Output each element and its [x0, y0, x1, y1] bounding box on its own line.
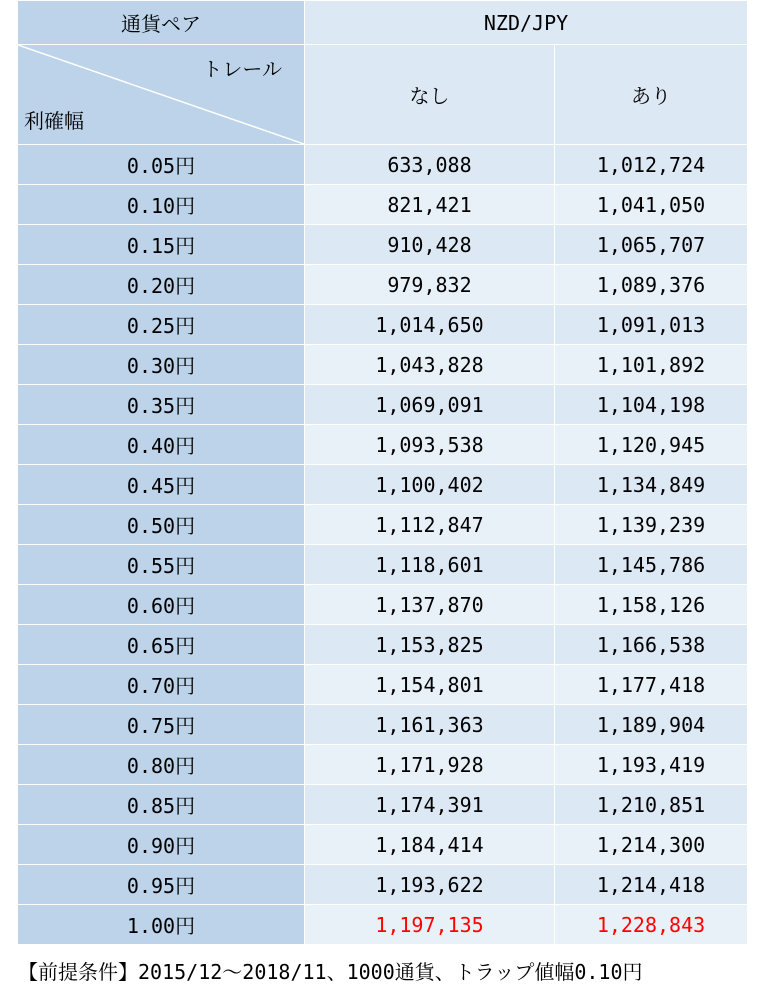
value-with-trail: 1,104,198	[555, 385, 748, 425]
value-with-trail: 1,228,843	[555, 905, 748, 945]
profit-width-cell: 0.85円	[18, 785, 305, 825]
value-without-trail: 1,184,414	[305, 825, 555, 865]
value-with-trail: 1,120,945	[555, 425, 748, 465]
value-without-trail: 1,112,847	[305, 505, 555, 545]
value-with-trail: 1,065,707	[555, 225, 748, 265]
profit-width-cell: 0.55円	[18, 545, 305, 585]
value-with-trail: 1,012,724	[555, 145, 748, 185]
header-row-pair	[18, 1, 748, 45]
value-with-trail: 1,189,904	[555, 705, 748, 745]
table-row	[18, 585, 748, 625]
table-row	[18, 785, 748, 825]
value-without-trail: 1,043,828	[305, 345, 555, 385]
profit-width-cell: 0.80円	[18, 745, 305, 785]
value-with-trail: 1,145,786	[555, 545, 748, 585]
value-with-trail: 1,134,849	[555, 465, 748, 505]
value-without-trail: 1,197,135	[305, 905, 555, 945]
table-row	[18, 425, 748, 465]
table-row	[18, 625, 748, 665]
profit-width-cell: 0.05円	[18, 145, 305, 185]
profit-width-label: 利確幅	[24, 109, 84, 133]
value-without-trail: 1,100,402	[305, 465, 555, 505]
profit-width-cell: 0.75円	[18, 705, 305, 745]
profit-width-cell: 0.70円	[18, 665, 305, 705]
table-row	[18, 305, 748, 345]
table-row	[18, 505, 748, 545]
value-with-trail: 1,089,376	[555, 265, 748, 305]
value-without-trail: 1,069,091	[305, 385, 555, 425]
col-header-with: あり	[555, 45, 748, 145]
profit-width-cell: 0.50円	[18, 505, 305, 545]
pair-label: 通貨ペア	[18, 1, 305, 45]
value-without-trail: 821,421	[305, 185, 555, 225]
value-without-trail: 1,137,870	[305, 585, 555, 625]
value-with-trail: 1,166,538	[555, 625, 748, 665]
value-with-trail: 1,091,013	[555, 305, 748, 345]
table-row	[18, 745, 748, 785]
value-without-trail: 910,428	[305, 225, 555, 265]
profit-width-cell: 0.40円	[18, 425, 305, 465]
table-row	[18, 225, 748, 265]
profit-width-cell: 0.65円	[18, 625, 305, 665]
profit-width-cell: 0.90円	[18, 825, 305, 865]
table-row	[18, 825, 748, 865]
table-row	[18, 905, 748, 945]
value-with-trail: 1,177,418	[555, 665, 748, 705]
header-row-trail	[18, 45, 748, 145]
trail-label: トレール	[202, 57, 282, 81]
profit-width-cell: 1.00円	[18, 905, 305, 945]
profit-width-cell: 0.10円	[18, 185, 305, 225]
value-with-trail: 1,214,300	[555, 825, 748, 865]
table-row	[18, 705, 748, 745]
value-without-trail: 1,161,363	[305, 705, 555, 745]
value-without-trail: 1,118,601	[305, 545, 555, 585]
value-without-trail: 979,832	[305, 265, 555, 305]
value-with-trail: 1,041,050	[555, 185, 748, 225]
value-with-trail: 1,210,851	[555, 785, 748, 825]
value-with-trail: 1,139,239	[555, 505, 748, 545]
results-table	[17, 0, 748, 945]
value-with-trail: 1,101,892	[555, 345, 748, 385]
table-row	[18, 185, 748, 225]
value-with-trail: 1,193,419	[555, 745, 748, 785]
value-without-trail: 1,193,622	[305, 865, 555, 905]
footnote: 【前提条件】2015/12～2018/11、1000通貨、トラップ値幅0.10円	[18, 960, 643, 984]
profit-width-cell: 0.25円	[18, 305, 305, 345]
value-without-trail: 1,171,928	[305, 745, 555, 785]
value-with-trail: 1,158,126	[555, 585, 748, 625]
profit-width-cell: 0.95円	[18, 865, 305, 905]
diagonal-header-cell	[18, 45, 305, 145]
table-row	[18, 545, 748, 585]
table-row	[18, 345, 748, 385]
table-row	[18, 145, 748, 185]
table-row	[18, 385, 748, 425]
table-row	[18, 865, 748, 905]
value-without-trail: 1,174,391	[305, 785, 555, 825]
profit-width-cell: 0.45円	[18, 465, 305, 505]
value-without-trail: 1,093,538	[305, 425, 555, 465]
value-without-trail: 633,088	[305, 145, 555, 185]
value-without-trail: 1,014,650	[305, 305, 555, 345]
value-with-trail: 1,214,418	[555, 865, 748, 905]
table-row	[18, 465, 748, 505]
table-row	[18, 665, 748, 705]
table-row	[18, 265, 748, 305]
profit-width-cell: 0.20円	[18, 265, 305, 305]
pair-value: NZD/JPY	[305, 1, 748, 45]
profit-width-cell: 0.35円	[18, 385, 305, 425]
col-header-without: なし	[305, 45, 555, 145]
value-without-trail: 1,153,825	[305, 625, 555, 665]
profit-width-cell: 0.60円	[18, 585, 305, 625]
profit-width-cell: 0.30円	[18, 345, 305, 385]
profit-width-cell: 0.15円	[18, 225, 305, 265]
value-without-trail: 1,154,801	[305, 665, 555, 705]
